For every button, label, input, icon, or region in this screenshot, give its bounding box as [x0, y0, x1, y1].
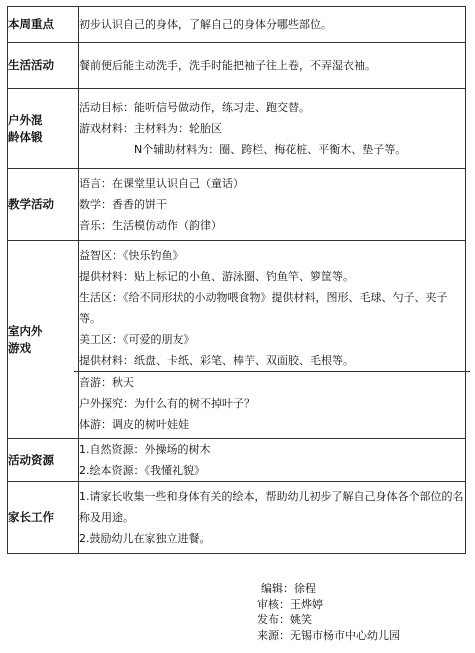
- content-line: 数学：香香的饼干: [79, 198, 167, 211]
- row-weekly-focus: [8, 7, 466, 43]
- label-text: 教学活动: [8, 197, 54, 211]
- label-text: 龄体锻: [8, 129, 43, 144]
- weekly-plan-table: [7, 6, 466, 554]
- content-line: 1.自然资源：外操场的树木: [79, 443, 211, 456]
- row-label: [8, 89, 79, 169]
- outdoor-game-subsection: [74, 371, 470, 435]
- credit-key: 来源：: [257, 628, 290, 642]
- credit-key: 编辑：: [261, 582, 294, 595]
- label-text: 生活活动: [8, 58, 54, 72]
- credit-source: [256, 628, 400, 644]
- weekly-plan-sheet: [7, 6, 466, 554]
- content-line: 益智区：《快乐钓鱼》: [79, 248, 184, 262]
- credit-key: 发布：: [257, 613, 290, 626]
- label-text: 户外混: [8, 112, 43, 127]
- content-line: 体游：调皮的树叶娃娃: [79, 417, 189, 431]
- row-outdoor-exercise: [8, 89, 466, 169]
- row-content: [79, 169, 466, 241]
- content-line: 1.请家长收集一些和身体有关的绘本，帮助幼儿初步了解自己身体各个部位的名称及用途。: [79, 490, 464, 524]
- content-line: 游戏材料：主材料为：轮胎区: [79, 122, 222, 135]
- credits-block: [256, 581, 400, 643]
- row-teaching-activities: [8, 169, 466, 241]
- row-label: [8, 7, 79, 43]
- row-indoor-outdoor-games: [8, 241, 466, 439]
- row-label: [8, 439, 79, 482]
- row-label: [8, 169, 79, 241]
- label-text: 活动资源: [8, 452, 54, 467]
- row-daily-activities: [8, 43, 466, 89]
- credit-editor: [256, 581, 400, 597]
- content-line: 语言：在课堂里认识自己（童话）: [79, 177, 244, 190]
- label-text: 本周重点: [8, 17, 54, 31]
- row-content: [79, 241, 466, 439]
- content-line: 美工区：《可爱的朋友》: [79, 332, 195, 346]
- label-text: 室内外: [8, 323, 43, 338]
- content-line: 活动目标：能听信号做动作，练习走、跑交替。: [79, 101, 310, 114]
- content-line: 音游：秋天: [79, 375, 134, 389]
- content-line: 户外探究：为什么有的树不掉叶子？: [79, 396, 255, 410]
- row-label: [8, 241, 79, 439]
- row-content: [79, 439, 466, 482]
- content-line: 生活区：《给不同形状的小动物喂食物》提供材料，图形、毛球、勺子、夹子等。: [79, 290, 448, 325]
- credit-key: 审核：: [257, 597, 290, 611]
- content-line: 餐前便后能主动洗手，洗手时能把袖子往上卷，不弄湿衣袖。: [79, 59, 376, 72]
- content-line: 2.绘本资源：《我懂礼貌》: [79, 464, 205, 477]
- row-label: [8, 482, 79, 554]
- row-activity-resources: [8, 439, 466, 482]
- content-line: N个辅助材料为：圈、跨栏、梅花桩、平衡木、垫子等。: [134, 143, 407, 156]
- credit-value: 无锡市杨市中心幼儿园: [290, 628, 400, 642]
- row-label: [8, 43, 79, 89]
- credit-value: 王烨婷: [290, 597, 323, 611]
- label-text: 游戏: [8, 340, 31, 355]
- content-line: 提供材料：纸盘、卡纸、彩笔、棒芋、双面胶、毛根等。: [79, 353, 354, 367]
- row-content: [79, 89, 466, 169]
- content-line: 2.鼓励幼儿在家独立进餐。: [79, 532, 211, 545]
- credit-value: 徐程: [294, 582, 316, 595]
- row-parent-work: [8, 482, 466, 554]
- label-text: 家长工作: [8, 510, 54, 524]
- content-line: 提供材料：贴上标记的小鱼、游泳圈、钓鱼竿、箩筐等。: [79, 269, 354, 283]
- row-content: [79, 7, 466, 43]
- row-content: [79, 482, 466, 554]
- credit-value: 姚笑: [290, 613, 312, 626]
- credit-reviewer: [256, 597, 400, 613]
- credit-publisher: [256, 612, 400, 628]
- content-line: 音乐：生活模仿动作（韵律）: [79, 219, 222, 232]
- row-content: [79, 43, 466, 89]
- content-line: 初步认识自己的身体，了解自己的身体分哪些部位。: [79, 18, 332, 31]
